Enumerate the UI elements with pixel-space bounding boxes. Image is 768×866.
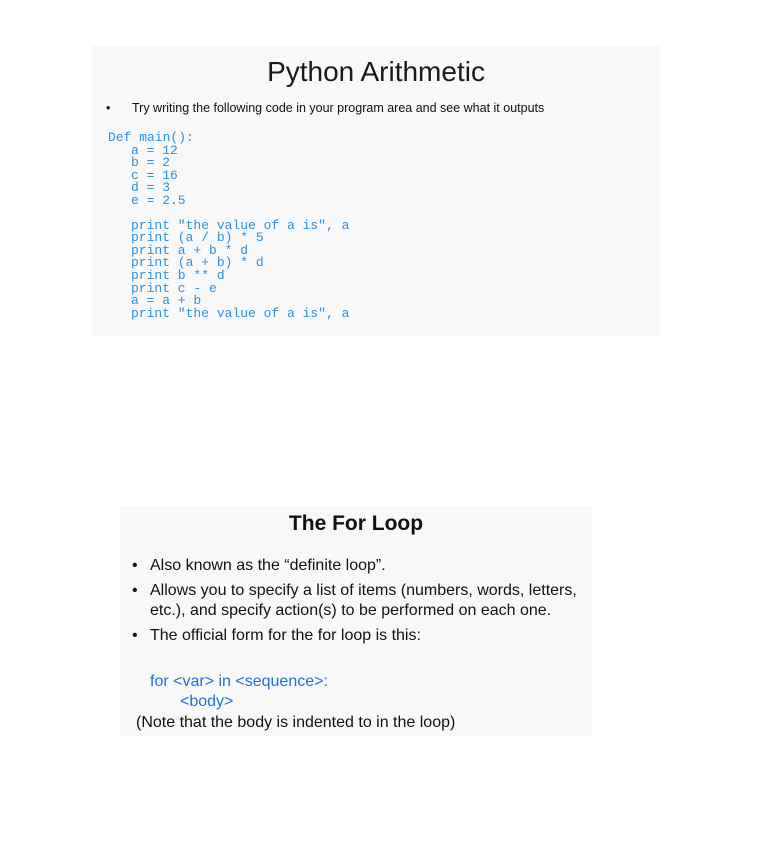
- code-line: c = 16: [131, 167, 178, 183]
- python-arithmetic-slide: [92, 46, 660, 336]
- slide-title: The For Loop: [288, 512, 424, 535]
- syntax-line: for <var> in <sequence>:: [150, 673, 328, 690]
- code-header-line: Def main():: [108, 130, 194, 145]
- bullet-item: [132, 556, 582, 577]
- code-block: [108, 132, 349, 320]
- bullet-text: Also known as the “definite loop”.: [150, 557, 386, 574]
- code-line: print "the value of a is", a: [131, 217, 350, 233]
- code-line: print b ** d: [131, 267, 225, 283]
- note-text: (Note that the body is indented to in the loop): [136, 714, 456, 731]
- code-line: a = 12: [131, 142, 178, 158]
- code-line: print (a / b) * 5: [131, 230, 264, 246]
- code-line: print (a + b) * d: [131, 255, 264, 271]
- bullet-item: [132, 581, 582, 622]
- bullet-dot: •: [106, 101, 111, 115]
- bullet-dot: •: [132, 581, 138, 599]
- code-line: b = 2: [131, 155, 171, 171]
- for-loop-syntax: [150, 672, 328, 712]
- bullet-text: Try writing the following code in your program area and see what it outputs: [132, 101, 545, 115]
- bullet-text: The official form for the for loop is this:: [150, 626, 421, 644]
- code-line: print "the value of a is", a: [131, 305, 350, 321]
- bullet-item: [132, 626, 582, 647]
- bullet-dot: •: [132, 626, 138, 644]
- bullet-list: [132, 556, 582, 650]
- bullet-text: Allows you to specify a list of items (numbers, words, letters, etc.), and specify action(s) to be performed on each one.: [150, 581, 577, 619]
- code-line: e = 2.5: [131, 192, 186, 208]
- bullet-dot: •: [132, 557, 138, 574]
- slide-title: Python Arithmetic: [267, 56, 485, 87]
- code-line: print a + b * d: [131, 242, 249, 258]
- syntax-body-line: <body>: [180, 693, 234, 710]
- code-line: print c - e: [131, 280, 217, 296]
- code-line: d = 3: [131, 180, 171, 196]
- code-line: a = a + b: [131, 293, 202, 309]
- for-loop-slide: [120, 506, 592, 736]
